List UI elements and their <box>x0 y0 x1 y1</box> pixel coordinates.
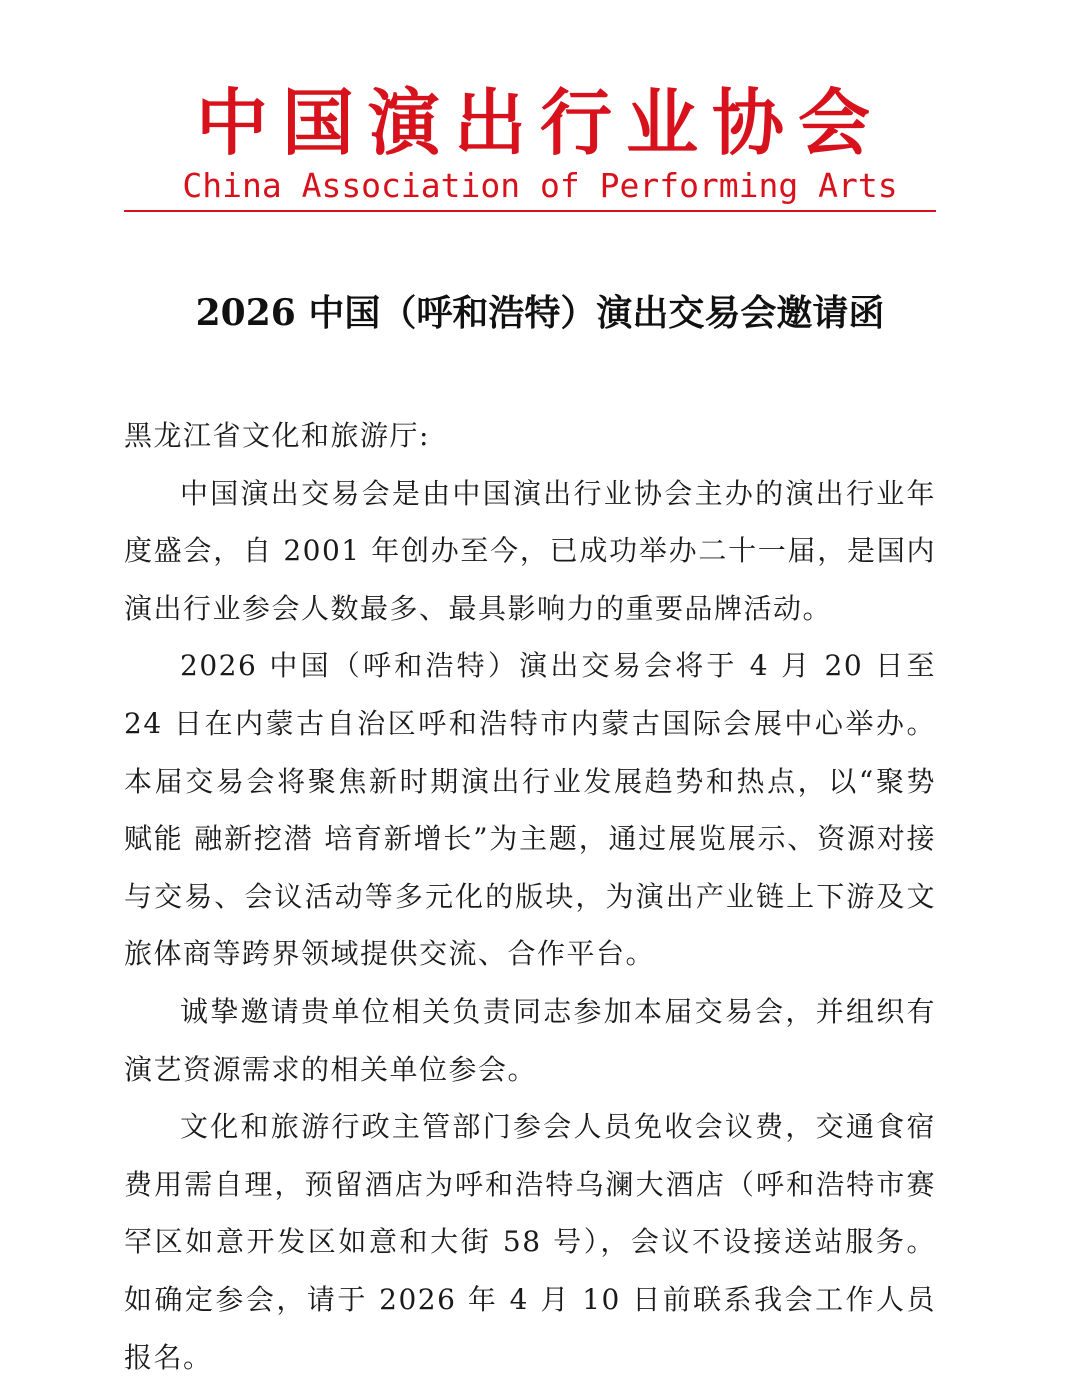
paragraph-logistics: 文化和旅游行政主管部门参会人员免收会议费，交通食宿费用需自理，预留酒店为呼和浩特乌澜大酒店（呼和浩特市赛罕区如意开发区如意和大街 58 号），会议不设接送站服务。如确定参会，请于 2026 年 4 月 10 日前联系我会工作人员报名。 <box>124 1110 936 1374</box>
paragraph-invitation: 诚挚邀请贵单位相关负责同志参加本届交易会，并组织有演艺资源需求的相关单位参会。 <box>124 994 936 1086</box>
paragraph-event-details: 2026 中国（呼和浩特）演出交易会将于 4 月 20 日至 24 日在内蒙古自治区呼和浩特市内蒙古国际会展中心举办。本届交易会将聚焦新时期演出行业发展趋势和热点，以“聚势赋能 融新挖潜 培育新增长”为主题，通过展览展示、资源对接与交易、会议活动等多元化的版块，为演出产业链上下游及文旅体商等跨界领域提供交流、合作平台。 <box>124 649 936 971</box>
document-body <box>124 407 936 1386</box>
document-title: 2026 中国（呼和浩特）演出交易会邀请函 <box>195 292 885 334</box>
salutation: 黑龙江省文化和旅游厅: <box>124 419 430 452</box>
letterhead-name-en: China Association of Performing Arts <box>182 166 898 205</box>
letterhead-name-cn: 中国演出行业协会 <box>195 80 884 165</box>
paragraph-intro: 中国演出交易会是由中国演出行业协会主办的演出行业年度盛会，自 2001 年创办至今，已成功举办二十一届，是国内演出行业参会人数最多、最具影响力的重要品牌活动。 <box>124 476 936 625</box>
letterhead-divider <box>124 210 936 212</box>
